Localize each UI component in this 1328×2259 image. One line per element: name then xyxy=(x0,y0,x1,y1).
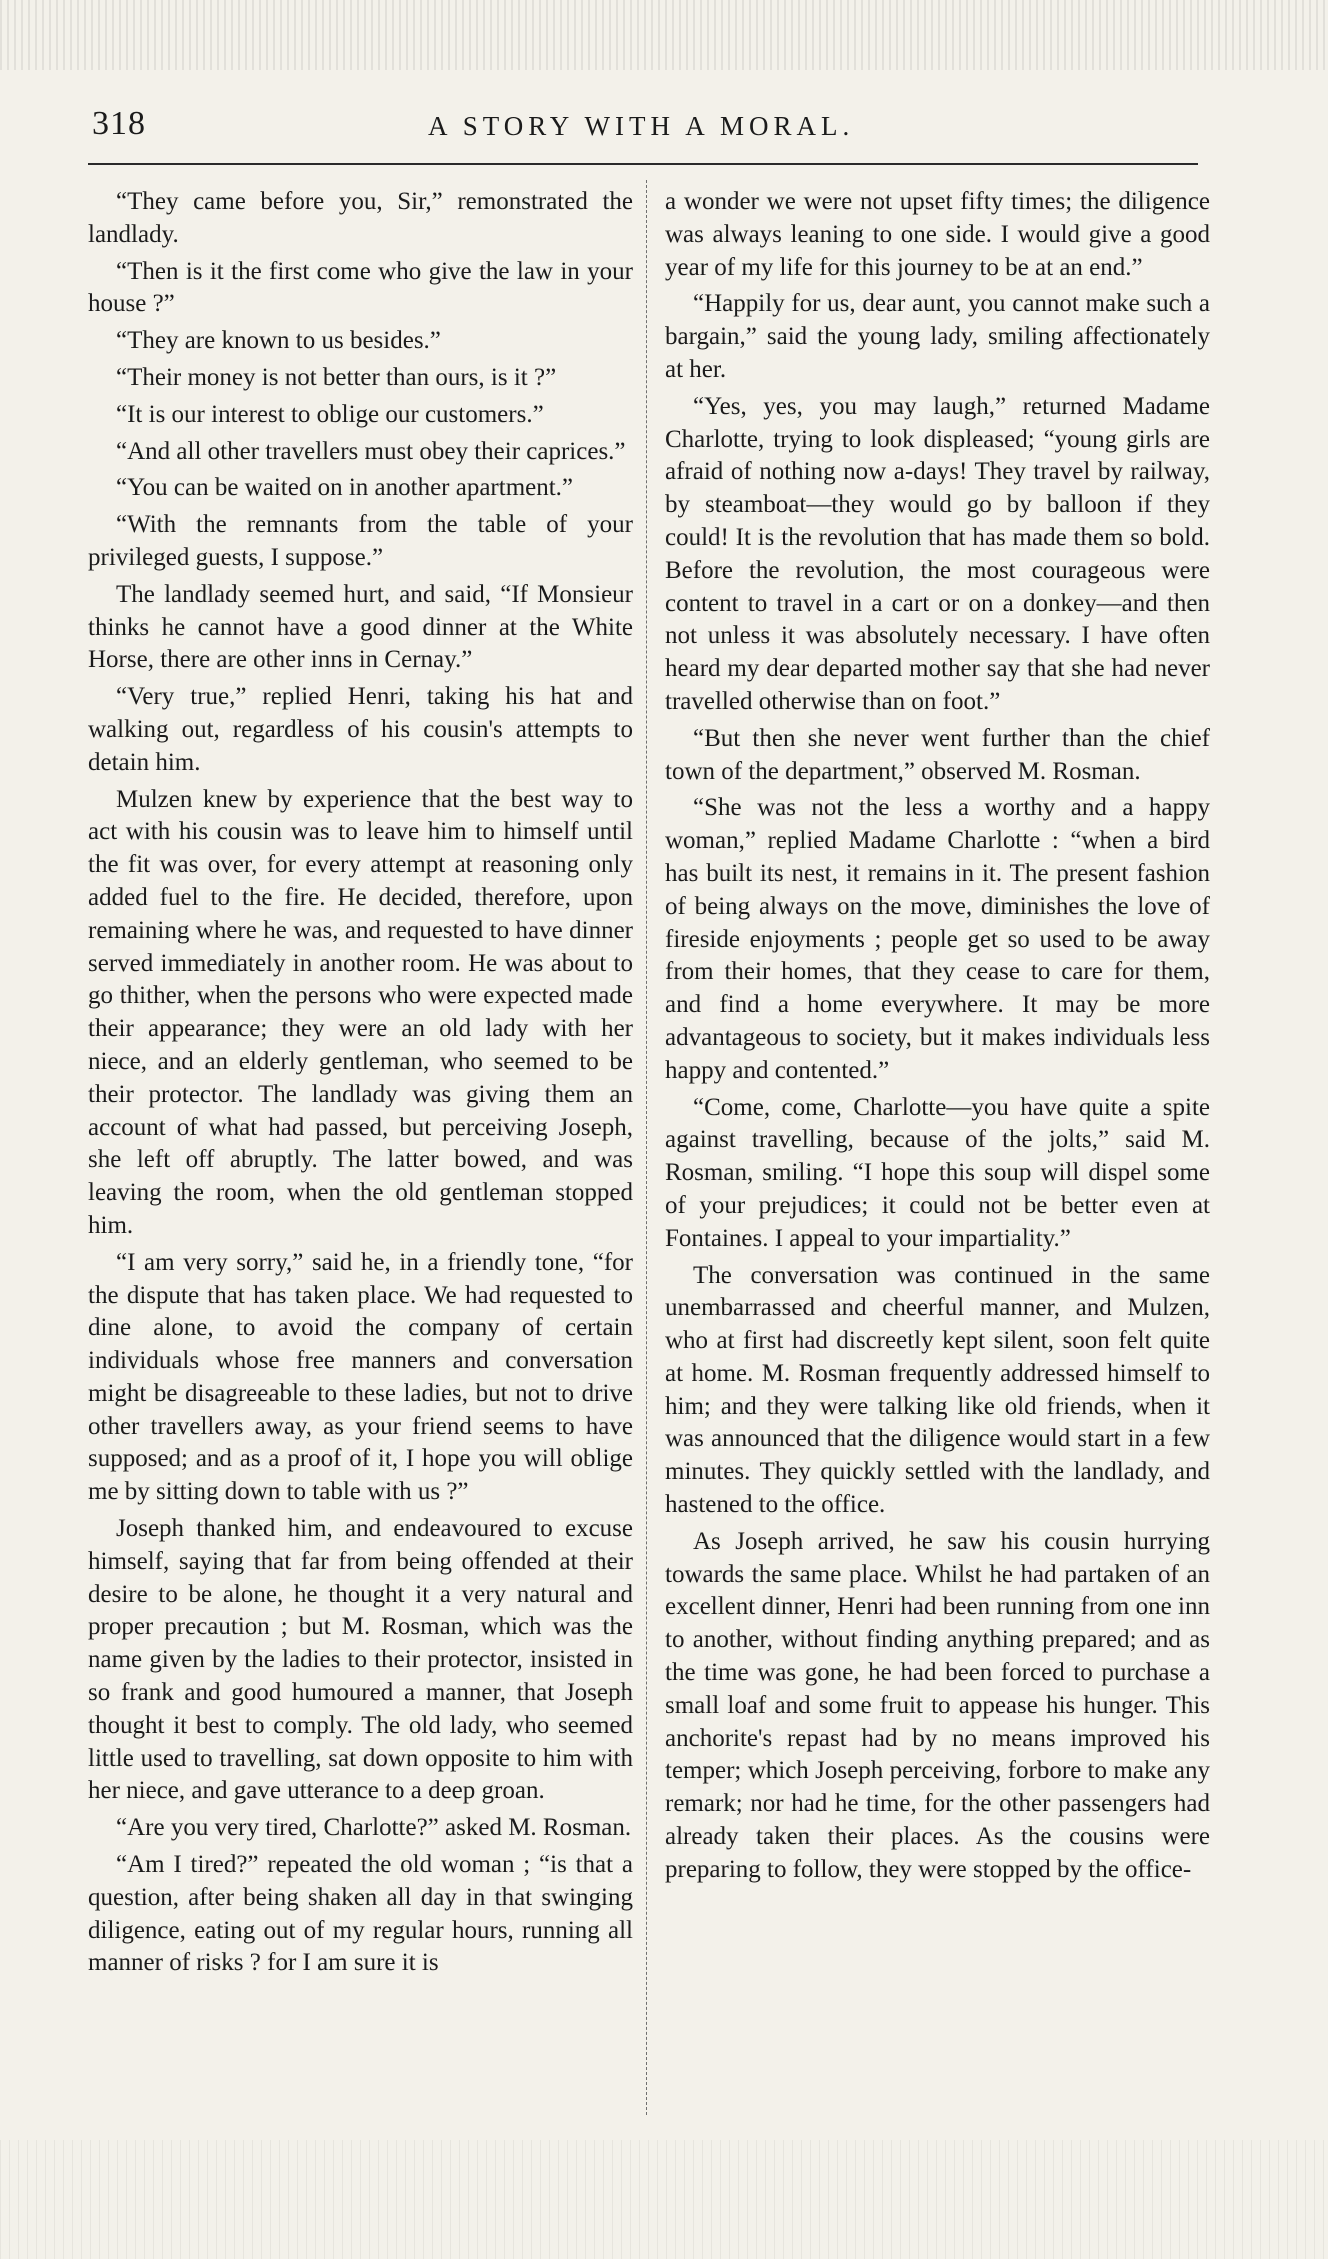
paragraph: Joseph thanked him, and endeavoured to excuse himself, saying that far from being offended at their desire to be alone, he thought it a very natural and proper precaution ; but M. Rosman, which was the name given by the ladies to their protector, insisted in so frank and good humoured a manner, that Joseph thought it best to comply. The old lady, who seemed little used to travelling, sat down opposite to him with her niece, and gave utterance to a deep groan. xyxy=(88,1515,633,1805)
scan-noise-top xyxy=(0,0,1328,70)
page-number: 318 xyxy=(92,105,146,142)
paragraph: “And all other travellers must obey their caprices.” xyxy=(116,437,626,465)
paragraph: “Am I tired?” repeated the old woman ; “is that a question, after being shaken all day in that swinging diligence, eating out of my regular hours, running all manner of risks ? for I am sure it is xyxy=(88,1851,633,1977)
page-header xyxy=(88,105,1198,151)
scan-noise-bottom xyxy=(0,2140,1328,2259)
left-column xyxy=(88,186,633,1984)
paragraph: “You can be waited on in another apartment.” xyxy=(116,474,574,502)
paragraph: “I am very sorry,” said he, in a friendly tone, “for the dispute that has taken place. We had requested to dine alone, to avoid the company of certain individuals whose free manners and conversation might be disagreeable to these ladies, but not to drive other travellers away, as your friend seems to have supposed; and as a proof of it, I hope you will oblige me by sitting down to table with us ?” xyxy=(88,1248,633,1506)
paragraph: “Their money is not better than ours, is it ?” xyxy=(116,363,557,391)
paragraph: “Happily for us, dear aunt, you cannot make such a bargain,” said the young lady, smiling affectionately at her. xyxy=(665,290,1210,383)
paragraph: The conversation was continued in the same unembarrassed and cheerful manner, and Mulzen, who at first had discreetly kept silent, soon felt quite at home. M. Rosman frequently addressed himself to him; and they were talking like old friends, when it was announced that the diligence would start in a few minutes. They quickly settled with the landlady, and hastened to the office. xyxy=(665,1261,1210,1519)
right-column xyxy=(665,186,1210,1891)
paragraph: Mulzen knew by experience that the best way to act with his cousin was to leave him to himself until the fit was over, for every attempt at reasoning only added fuel to the fire. He decided, therefore, upon remaining where he was, and requested to have dinner served immediately in another room. He was about to go thither, when the persons who were expected made their appearance; they were an old lady with her niece, and an elderly gentleman, who seemed to be their protector. The landlady was giving them an account of what had passed, but perceiving Joseph, she left off abruptly. The latter bowed, and was leaving the room, when the old gentleman stopped him. xyxy=(88,785,633,1239)
paragraph: “It is our interest to oblige our customers.” xyxy=(116,400,544,428)
column-divider xyxy=(646,180,647,2115)
paragraph: a wonder we were not upset fifty times; the diligence was always leaning to one side. I would give a good year of my life for this journey to be at an end.” xyxy=(665,188,1210,281)
paragraph: “They came before you, Sir,” remonstrated the landlady. xyxy=(88,188,633,248)
paragraph: As Joseph arrived, he saw his cousin hurrying towards the same place. Whilst he had partaken of an excellent dinner, Henri had been running from one inn to another, without finding anything prepared; and as the time was gone, he had been forced to purchase a small loaf and some fruit to appease his hunger. This anchorite's repast had by no means improved his temper; which Joseph perceiving, forbore to make any remark; nor had he time, for the other passengers had already taken their places. As the cousins were preparing to follow, they were stopped by the office- xyxy=(665,1527,1210,1883)
paragraph: “They are known to us besides.” xyxy=(116,327,441,355)
paragraph: “Then is it the first come who give the law in your house ?” xyxy=(88,257,633,318)
header-rule xyxy=(88,163,1198,165)
paragraph: The landlady seemed hurt, and said, “If Monsieur thinks he cannot have a good dinner at the White Horse, there are other inns in Cernay.” xyxy=(88,580,633,674)
running-title: A STORY WITH A MORAL. xyxy=(428,111,855,141)
paragraph: “Are you very tired, Charlotte?” asked M. Rosman. xyxy=(116,1814,632,1842)
paragraph: “Come, come, Charlotte—you have quite a spite against travelling, because of the jolts,” said M. Rosman, smiling. “I hope this soup will dispel some of your prejudices; it could not be better even at Fontaines. I appeal to your impartiality.” xyxy=(665,1093,1210,1252)
paragraph: “With the remnants from the table of your privileged guests, I suppose.” xyxy=(88,511,633,571)
paragraph: “Yes, yes, you may laugh,” returned Madame Charlotte, trying to look displeased; “young girls are afraid of nothing now a-days! They travel by railway, by steamboat—they would go by balloon if they could! It is the revolution that has made them so bold. Before the revolution, the most courageous were content to travel in a cart or on a donkey—and then not unless it was absolutely necessary. I have often heard my dear departed mother say that she had never travelled otherwise than on foot.” xyxy=(665,392,1210,715)
paragraph: “She was not the less a worthy and a happy woman,” replied Madame Charlotte : “when a bird has built its nest, it remains in it. The present fashion of being always on the move, diminishes the love of fireside enjoyments ; people get so used to be away from their homes, that they cease to care for them, and find a home everywhere. It may be more advantageous to society, but it makes individuals less happy and contented.” xyxy=(665,794,1210,1084)
paragraph: “But then she never went further than the chief town of the department,” observed M. Rosman. xyxy=(665,724,1210,785)
paragraph: “Very true,” replied Henri, taking his hat and walking out, regardless of his cousin's attempts to detain him. xyxy=(88,683,633,776)
